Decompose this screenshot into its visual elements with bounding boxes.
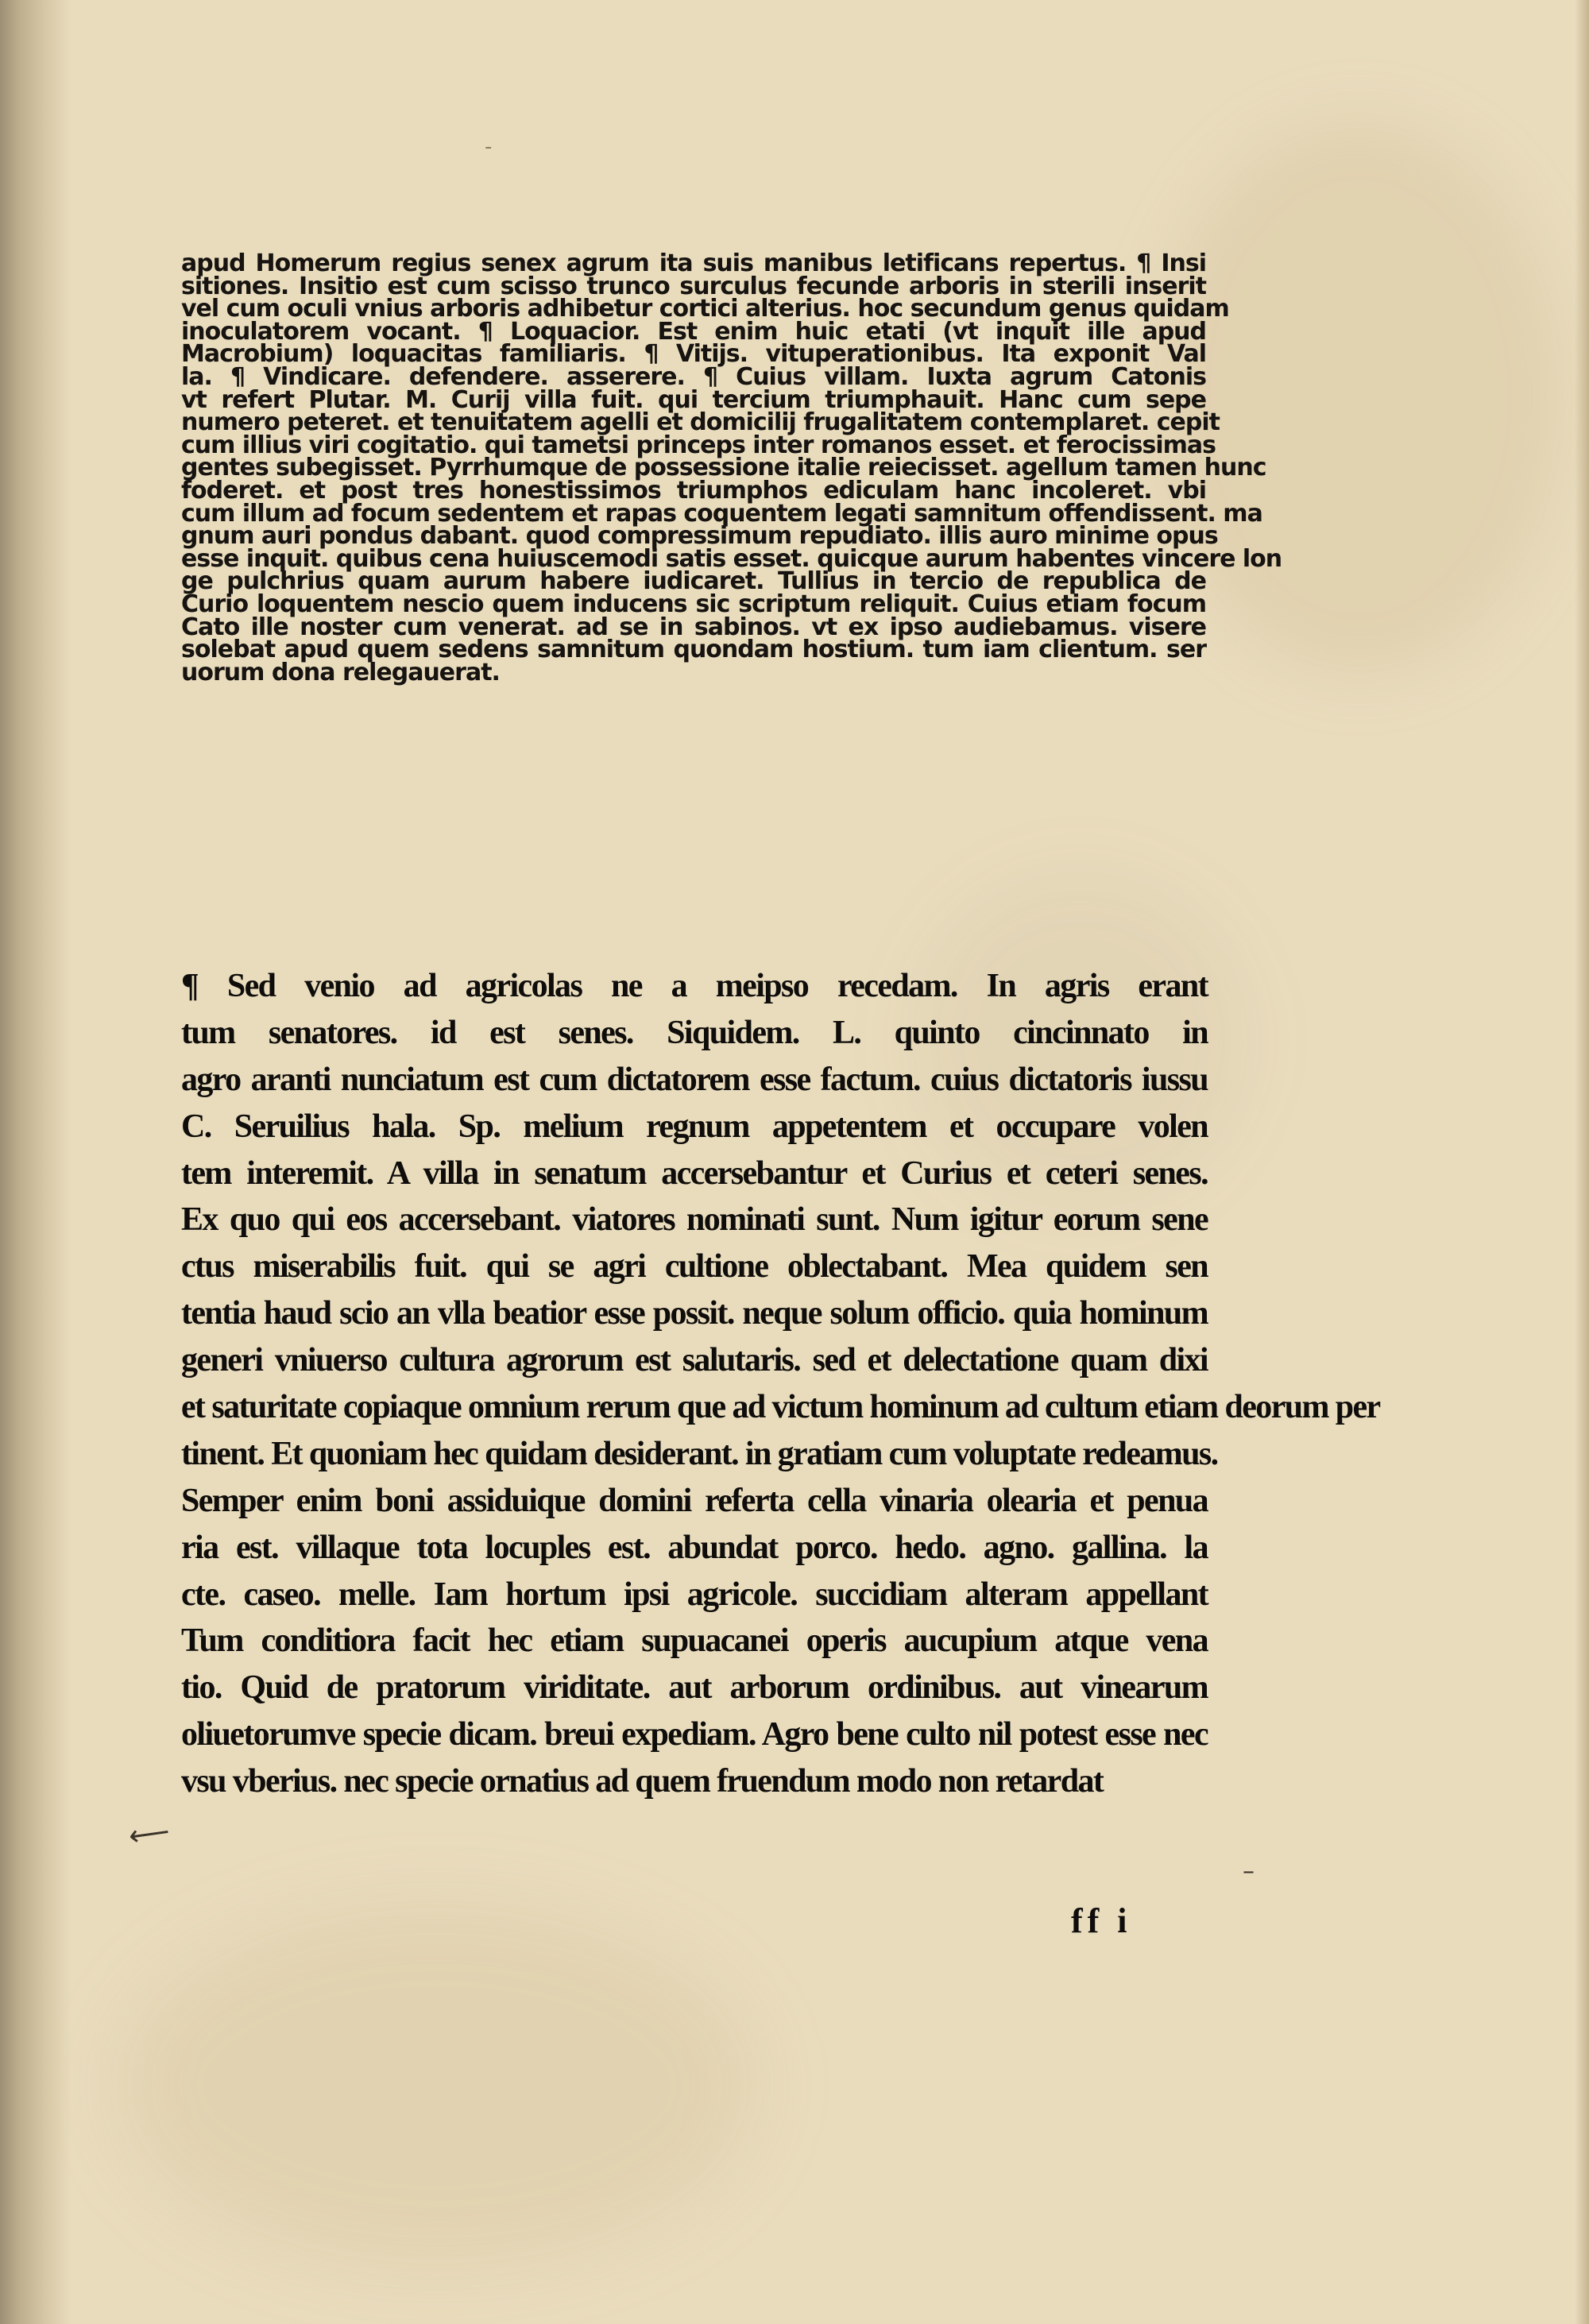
signature-mark: ff i (1071, 1901, 1132, 1940)
binding-gutter (0, 0, 72, 2324)
commentary-line: numero peteret. et tenuitatem agelli et domicilij frugalitatem contemplaret. cepit (181, 408, 1220, 437)
main-text-line: tem interemit. A villa in senatum accersebantur et Curius et ceteri senes. (181, 1154, 1208, 1192)
commentary-line: la. ¶ Vindicare. defendere. asserere. ¶ Cuius villam. Iuxta agrum Catonis (181, 362, 1206, 391)
main-text-line: Ex quo qui eos accersebant. viatores nominati sunt. Num igitur eorum sene (181, 1201, 1208, 1239)
commentary-line: sitiones. Insitio est cum scisso trunco surculus fecunde arboris in sterili inserit (181, 272, 1206, 300)
commentary-line: inoculatorem vocant. ¶ Loquacior. Est enim huic etati (vt inquit ille apud (181, 317, 1206, 346)
main-text-line: ctus miserabilis fuit. qui se agri cultione oblectabant. Mea quidem sen (181, 1248, 1208, 1286)
commentary-line: apud Homerum regius senex agrum ita suis manibus letificans repertus. ¶ Insi (181, 249, 1206, 277)
commentary-line: esse inquit. quibus cena huiuscemodi satis esset. quicque aurum habentes vincere lon (181, 544, 1282, 573)
margin-arrow-mark: ⟵ (126, 1815, 172, 1854)
main-text-line: vsu vberius. nec specie ornatius ad quem fruendum modo non retardat (181, 1763, 1104, 1800)
main-text-line: tio. Quid de pratorum viriditate. aut arborum ordinibus. aut vinearum (181, 1669, 1208, 1707)
margin-tick-mark: - (485, 135, 493, 159)
commentary-line: vel cum oculi vnius arboris adhibetur cortici alterius. hoc secundum genus quidam (181, 295, 1229, 323)
main-text-line: tum senatores. id est senes. Siquidem. L. quinto cincinnato in (181, 1014, 1208, 1051)
commentary-line: Cato ille noster cum venerat. ad se in sabinos. vt ex ipso audiebamus. visere (181, 613, 1206, 641)
main-text-line: C. Seruilius hala. Sp. melium regnum appetentem et occupare volen (181, 1108, 1208, 1145)
commentary-line: Macrobium) loquacitas familiaris. ¶ Vitijs. vituperationibus. Ita exponit Val (181, 340, 1206, 369)
paper-stain (119, 1907, 755, 2264)
main-text-block (181, 963, 1380, 1805)
main-text-line: Tum conditiora facit hec etiam supuacanei operis aucupium atque vena (181, 1622, 1208, 1660)
main-text-line: agro aranti nunciatum est cum dictatorem esse factum. cuius dictatoris iussu (181, 1061, 1208, 1098)
margin-dash-mark: – (1243, 1858, 1255, 1885)
commentary-line: cum illum ad focum sedentem et rapas coquentem legati samnitum offendissent. ma (181, 499, 1262, 528)
main-text-line: ria est. villaque tota locuples est. abundat porco. hedo. agno. gallina. la (181, 1529, 1208, 1566)
main-text-line: ¶ Sed venio ad agricolas ne a meipso recedam. In agris erant (181, 968, 1208, 1004)
commentary-line: cum illius viri cogitatio. qui tametsi princeps inter romanos esset. et ferocissimas (181, 431, 1216, 459)
main-text-line: et saturitate copiaque omnium rerum que ad victum hominum ad cultum etiam deorum per (181, 1389, 1380, 1426)
main-text-line: tinent. Et quoniam hec quidam desiderant. in gratiam cum voluptate redeamus. (181, 1435, 1218, 1472)
commentary-line: foderet. et post tres honestissimos triumphos ediculam hanc incoleret. vbi (181, 476, 1206, 505)
main-text-line: Semper enim boni assiduique domini referta cella vinaria olearia et penua (181, 1482, 1208, 1519)
main-text-line: oliuetorumve specie dicam. breui expediam. Agro bene culto nil potest esse nec (181, 1716, 1208, 1754)
commentary-block (181, 249, 1282, 686)
commentary-line: Curio loquentem nescio quem inducens sic scriptum reliquit. Cuius etiam focum (181, 590, 1206, 618)
commentary-line: uorum dona relegauerat. (181, 658, 500, 686)
main-text-line: generi vniuerso cultura agrorum est salutaris. sed et delectatione quam dixi (181, 1342, 1208, 1379)
page-edge (1575, 0, 1589, 2324)
commentary-line: ge pulchrius quam aurum habere iudicaret. Tullius in tercio de republica de (181, 567, 1206, 596)
paper-stain (1152, 119, 1565, 675)
commentary-line: gnum auri pondus dabant. quod compressimum repudiato. illis auro minime opus (181, 522, 1218, 551)
main-text-line: tentia haud scio an vlla beatior esse possit. neque solum officio. quia hominum (181, 1295, 1208, 1332)
commentary-line: solebat apud quem sedens samnitum quondam hostium. tum iam clientum. ser (181, 636, 1206, 664)
main-text-line: cte. caseo. melle. Iam hortum ipsi agricole. succidiam alteram appellant (181, 1576, 1208, 1613)
commentary-line: vt refert Plutar. M. Curij villa fuit. qui tercium triumphauit. Hanc cum sepe (181, 385, 1206, 414)
commentary-line: gentes subegisset. Pyrrhumque de possessione italie reiecisset. agellum tamen hunc (181, 454, 1266, 482)
